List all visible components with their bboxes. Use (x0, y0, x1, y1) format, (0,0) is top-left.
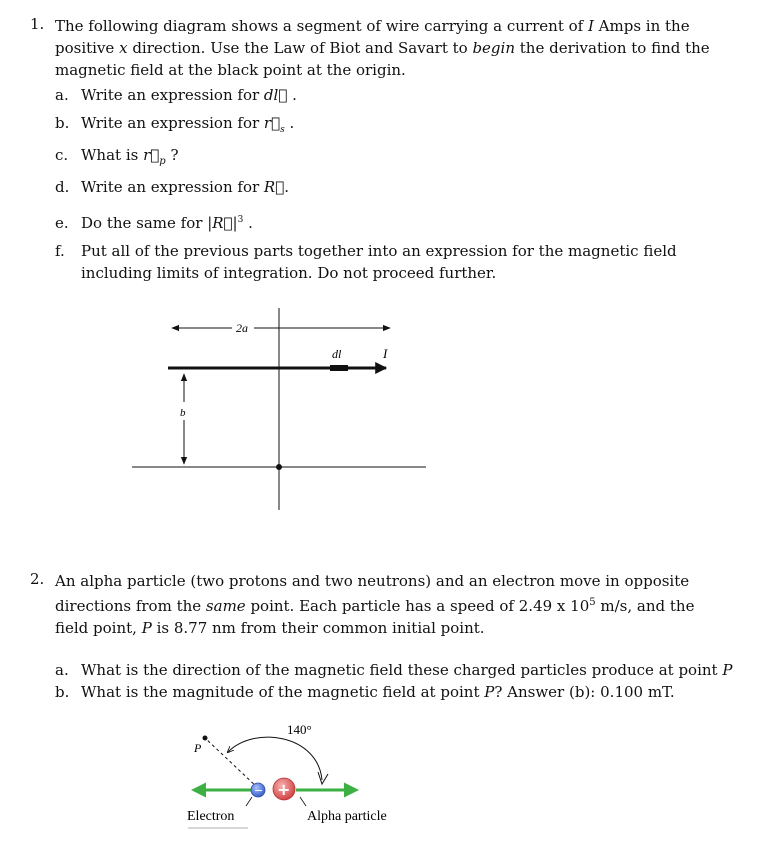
question-1-number: 1. (30, 15, 45, 33)
label-b: b (180, 407, 186, 419)
q1-part-f-text: Put all of the previous parts together into an expression for the magnetic field including limits of integration. Do not proceed further. (81, 242, 677, 282)
electron-label: Electron (187, 809, 235, 824)
q1-part-d: d. Write an expression for R⃗. (55, 178, 289, 196)
label-2a: 2a (236, 321, 248, 335)
dashed-line-to-p (205, 738, 258, 788)
alpha-leader-line (300, 797, 306, 806)
q1-part-b: b. Write an expression for $r⃗_s$ . (55, 114, 295, 135)
point-p (203, 736, 208, 741)
q2-part-b: b. What is the magnitude of the magnetic field at point P? Answer (b): 0.100 mT. (55, 683, 675, 701)
label-p: P (194, 741, 202, 755)
angle-label: 140° (287, 722, 312, 737)
alpha-plus-sign: + (277, 780, 291, 799)
angle-arc (228, 737, 322, 780)
q1-part-c: c. What is $r⃗_p$ ? (55, 146, 179, 167)
question-2-text: An alpha particle (two protons and two neutrons) and an electron move in opposite directions from the same point. Each particle has a speed of 2.49 x $10^5$ m/s, and the field point, P is 8.77 nm from their common initial point. (55, 572, 695, 637)
q1-part-f-letter: f. (55, 242, 65, 260)
electron-leader-line (246, 797, 252, 806)
label-dl: dl (332, 347, 342, 361)
q1-part-a: a. Write an expression for dl⃗ . (55, 86, 297, 104)
electron-minus-sign: − (254, 784, 264, 797)
q2-part-a: a. What is the direction of the magnetic field these charged particles produce at point P (55, 661, 733, 679)
angle-arc-right-head (318, 772, 328, 784)
label-I: I (383, 346, 388, 361)
question-1-text: The following diagram shows a segment of wire carrying a current of I Amps in the positive x direction. Use the Law of Biot and Savart to begin the derivation to find the magnetic field at the black point at the origin. (55, 17, 710, 79)
question-2-number: 2. (30, 570, 45, 588)
q1-part-e: e. Do the same for $|R⃗|^3$ . (55, 214, 253, 232)
alpha-label: Alpha particle (307, 809, 387, 824)
